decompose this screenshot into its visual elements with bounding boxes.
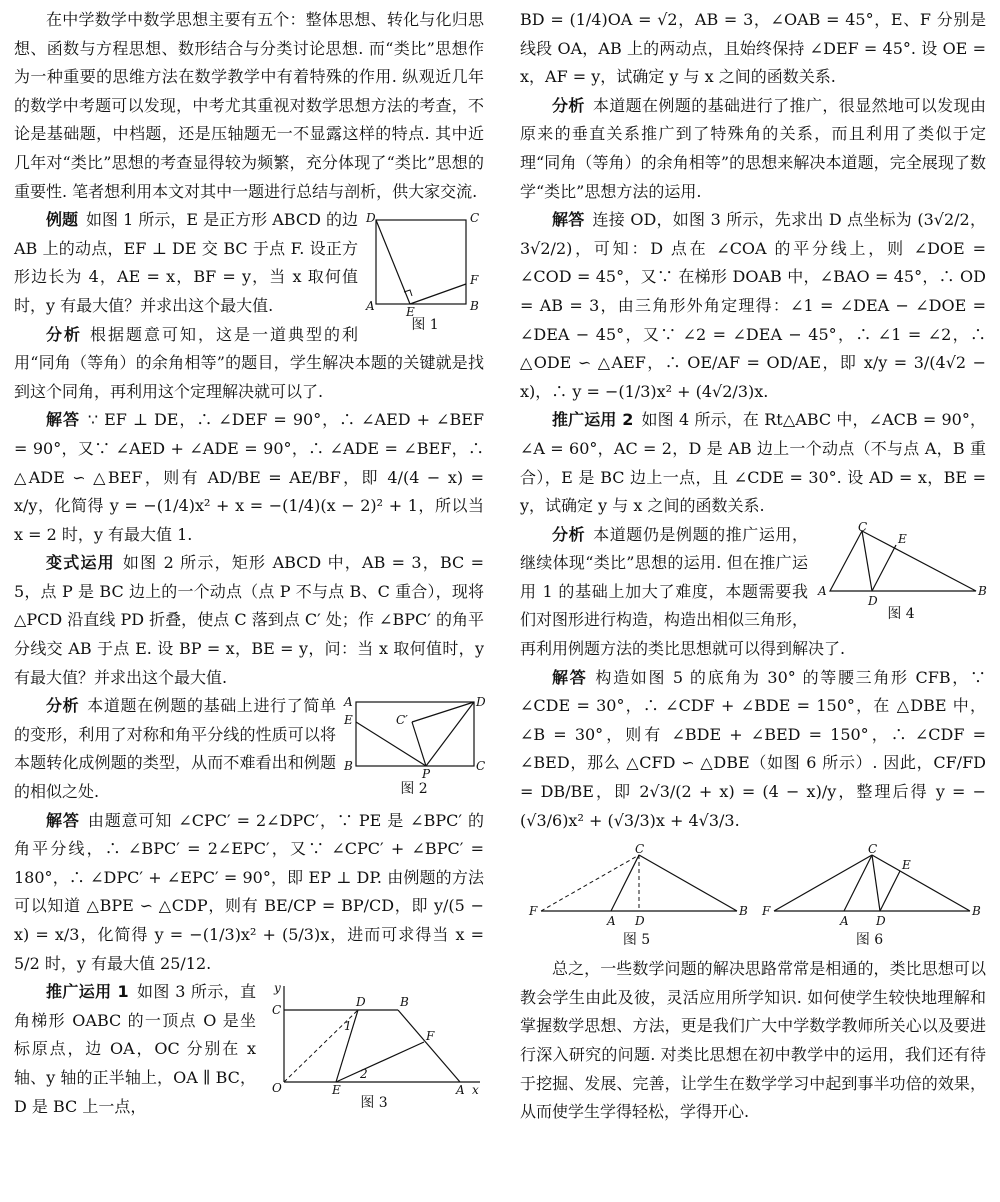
- figure-6-caption: 图 6: [855, 932, 884, 949]
- solution-1-label: 解答: [46, 410, 80, 430]
- analysis-3-paragraph: [520, 92, 986, 206]
- figure-5-diagram: [527, 842, 748, 929]
- solution-3-text: 连接 OD，如图 3 所示，先求出 D 点坐标为 (3√2/2，3√2/2)，可知：D 点在 ∠COA 的平分线上，则 ∠DOE = ∠COD = 45°，又∵ 在梯形 DOAB 中，∠BAO = 45°，∴ OD = AB = 3，由三角形外角定理得：∠1 = ∠DEA − ∠DOE = ∠DEA − 45°，又∵ ∠2 = ∠DEA − 45°，∴ ∠1 = ∠2，∴ △ODE ∽ △AEF，∴ OE/AF = OD/AE，即 x/y = 3/(4√2 − x)，∴ y = −(1/3)x² + (4√2/3)x.: [520, 210, 986, 401]
- analysis-2-text: 本道题在例题的基础上进行了简单的变形，利用了对称和角平分线的性质可以将本题转化成例题的类型，从而不难看出和例题的相似之处.: [14, 696, 336, 802]
- right-column: [520, 6, 986, 1127]
- fig4-label-e: E: [898, 531, 907, 546]
- figure-1-caption: 图 1: [411, 317, 439, 334]
- left-column: [14, 6, 484, 1121]
- extension-1-text: 如图 3 所示，直角梯形 OABC 的一顶点 O 是坐标原点，边 OA，OC 分别在 x 轴、y 轴的正半轴上，OA ∥ BC，D 是 BC 上一点，: [14, 982, 256, 1116]
- fig3-label-e: E: [332, 1083, 341, 1098]
- extension-2-label: 推广运用 2: [552, 410, 634, 430]
- solution-2-paragraph: [14, 807, 484, 979]
- fig1-label-d: D: [366, 211, 376, 226]
- fig4-label-b: B: [978, 583, 987, 598]
- fig2-label-p: P: [422, 767, 431, 782]
- solution-3-paragraph: [520, 206, 986, 406]
- figure-2-caption: 图 2: [400, 781, 428, 798]
- fig5-label-a: A: [606, 914, 616, 929]
- fig6-label-b: B: [971, 904, 981, 919]
- solution-4-label: 解答: [552, 667, 588, 687]
- fig5-label-c: C: [634, 842, 644, 857]
- analysis-1-label: 分析: [46, 324, 82, 344]
- analysis-1-text: 根据题意可知，这是一道典型的利用“同角（等角）的余角相等”的题目，学生解决本题的关键就是找到这个同角，再利用这个定理解决就可以了.: [14, 324, 484, 401]
- analysis-2-label: 分析: [46, 696, 80, 716]
- conclusion-paragraph: 总之，一些数学问题的解决思路常常是相通的，类比思想可以教会学生由此及彼，灵活应用所学知识. 如何使学生较快地理解和掌握数学思想、方法，更是我们广大中学数学教师所关心以及要进行深入研究的问题. 对类比思想在初中教学中的运用，我们还有待于挖掘、发展、完善，让学生在数学学习中起到事半功倍的效果，从而使学生学得轻松，学得开心.: [520, 959, 986, 1122]
- solution-4-text: 构造如图 5 的底角为 30° 的等腰三角形 CFB，∵ ∠CDE = 30°，∴ ∠CDF + ∠BDE = 150°，在 △DBE 中，∠B = 30°，则有 ∠BDE + ∠BED = 150°，∴ ∠CDF = ∠BED，那么 △CFD ∽ △DBE（如图 6 所示）. 因此，CF/FD = DB/BE，即 2√3/(2 + x) = (4 − x)/y，整理后得 y = −(√3/6)x² + (√3/3)x + 4√3/3.: [520, 667, 986, 830]
- figure-2: [344, 696, 484, 798]
- figure-3-diagram: [264, 981, 484, 1098]
- fig1-label-f: F: [470, 273, 479, 288]
- figure-4-diagram: [816, 519, 987, 608]
- fig5-label-b: B: [738, 904, 748, 919]
- fig4-label-d: D: [868, 593, 878, 608]
- figure-1: [366, 212, 484, 334]
- solution-2-label: 解答: [46, 810, 80, 830]
- extension-1-continued: BD = (1/4)OA = √2，AB = 3，∠OAB = 45°，E、F 分别是线段 OA，AB 上的两动点，且始终保持 ∠DEF = 45°. 设 OE = x，AF = y，试确定 y 与 x 之间的函数关系.: [520, 10, 986, 87]
- extension-1-label: 推广运用 1: [46, 982, 129, 1002]
- analysis-4-text: 本道题仍是例题的推广运用，继续体现“类比”思想的运用. 但在推广运用 1 的基础上加大了难度，本题需要我们对图形进行构造，构造出相似三角形，再利用例题方法的类比思想就可以得到解决了.: [520, 524, 846, 659]
- fig1-label-c: C: [470, 211, 480, 226]
- fig5-label-d: D: [634, 914, 645, 929]
- fig2-label-b: B: [344, 759, 353, 774]
- fig2-label-c: C: [476, 759, 486, 774]
- extension-2-paragraph: [520, 406, 986, 520]
- variant-label: 变式运用: [46, 553, 115, 573]
- fig4-label-a: A: [818, 583, 827, 598]
- intro-paragraph: 在中学数学中数学思想主要有五个：整体思想、转化与化归思想、函数与方程思想、数形结合与分类讨论思想. 而“类比”思想作为一种重要的思维方法在数学教学中有着特殊的作用. 纵观近几年的数学中考题可以发现，中考尤其重视对数学思想方法的考查，不论是基础题，中档题，还是压轴题无一不显露这样的特点. 其中近几年对“类比”思想的考查显得较为频繁，充分体现了“类比”思想的重要性. 笔者想利用本文对其中一题进行总结与剖析，供大家交流.: [14, 10, 484, 201]
- fig6-label-a: A: [839, 914, 849, 929]
- solution-2-text: 由题意可知 ∠CPC′ = 2∠DPC′，∵ PE 是 ∠BPC′ 的角平分线，∴ ∠BPC′ = 2∠EPC′，又∵ ∠CPC′ + ∠BPC′ = 180°，∴ ∠DPC′ + ∠EPC′ = 90°，即 EP ⊥ DP. 由例题的方法可以知道 △BPE ∽ △CDP，则有 BE/CP = BP/CD，即 y/(5 − x) = x/3，化简得 y = −(1/3)x² + (5/3)x，进而可求得当 x = 5/2 时，y 有最大值 25/12.: [14, 810, 484, 973]
- fig6-label-f: F: [761, 904, 770, 919]
- fig3-label-d: D: [356, 995, 366, 1010]
- fig3-label-angle-1: 1: [344, 1019, 352, 1034]
- fig3-label-x: x: [472, 1083, 479, 1098]
- fig2-label-d: D: [476, 695, 486, 710]
- fig3-label-b: B: [400, 995, 409, 1010]
- solution-4-paragraph: [520, 664, 986, 836]
- fig3-label-y: y: [274, 981, 281, 996]
- figure-5: [527, 843, 747, 949]
- figure-1-diagram: [366, 211, 484, 320]
- fig3-label-angle-2: 2: [360, 1067, 368, 1082]
- figure-5-caption: 图 5: [622, 932, 651, 949]
- fig2-label-a: A: [344, 695, 353, 710]
- analysis-3-label: 分析: [552, 95, 585, 115]
- fig6-label-e: E: [901, 858, 911, 873]
- fig1-label-a: A: [366, 299, 375, 314]
- fig3-label-c: C: [272, 1003, 282, 1018]
- solution-1-paragraph: [14, 406, 484, 549]
- extension-2-text: 如图 4 所示，在 Rt△ABC 中，∠ACB = 90°，∠A = 60°，AC = 2，D 是 AB 边上一个动点（不与点 A，B 重合），E 是 BC 边上一点，且 ∠CDE = 30°. 设 AD = x，BE = y，试确定 y 与 x 之间的函数关系.: [520, 410, 986, 516]
- fig5-label-f: F: [528, 904, 537, 919]
- fig4-label-c: C: [858, 519, 868, 534]
- variant-paragraph: [14, 549, 484, 692]
- figure-4: [816, 519, 987, 623]
- example-label: 例题: [46, 210, 79, 230]
- figure-6: [760, 843, 980, 949]
- fig6-label-c: C: [867, 842, 877, 857]
- figures-5-6-row: [520, 843, 986, 949]
- analysis-4-label: 分析: [552, 524, 586, 544]
- fig3-label-a: A: [456, 1083, 465, 1098]
- variant-text: 如图 2 所示，矩形 ABCD 中，AB = 3，BC = 5，点 P 是 BC 边上的一个动点（点 P 不与点 B、C 重合），现将 △PCD 沿直线 PD 折叠，使点 C 落到点 C′ 处；作 ∠BPC′ 的角平分线交 AB 于点 E. 设 BP = x，BE = y，问：当 x 取何值时，y 有最大值？并求出这个最大值.: [14, 553, 484, 687]
- figure-6-diagram: [760, 842, 981, 929]
- figure-3: [264, 982, 484, 1112]
- fig1-label-e: E: [406, 305, 415, 320]
- fig3-label-f: F: [426, 1029, 435, 1044]
- fig3-label-o: O: [272, 1081, 282, 1096]
- analysis-3-text: 本道题在例题的基础进行了推广，很显然地可以发现由原来的垂直关系推广到了特殊角的关系，而且利用了类似于定理“同角（等角）的余角相等”的思想来解决本道题，完全展现了数学“类比”思想方法的运用.: [520, 95, 986, 201]
- example-text: 如图 1 所示，E 是正方形 ABCD 的边 AB 上的动点，EF ⊥ DE 交 BC 于点 F. 设正方形边长为 4，AE = x，BF = y，当 x 取何值时，y 有最大值？并求出这个最大值.: [14, 210, 358, 315]
- fig1-label-b: B: [470, 299, 479, 314]
- figure-2-diagram: [344, 696, 484, 780]
- solution-1-text: ∵ EF ⊥ DE，∴ ∠DEF = 90°，∴ ∠AED + ∠BEF = 90°，又∵ ∠AED + ∠ADE = 90°，∴ ∠ADE = ∠BEF，∴ △ADE ∽ △BEF，则有 AD/BE = AE/BF，即 4/(4 − x) = x/y，化简得 y = −(1/4)x² + x = −(1/4)(x − 2)² + 1，所以当 x = 2 时，y 有最大值 1.: [14, 410, 484, 544]
- fig6-label-d: D: [875, 914, 886, 929]
- fig2-label-e: E: [344, 713, 353, 728]
- figure-4-caption: 图 4: [887, 605, 915, 622]
- solution-3-label: 解答: [552, 210, 585, 230]
- fig2-label-c-prime: C′: [396, 713, 408, 728]
- figure-3-caption: 图 3: [360, 1095, 388, 1112]
